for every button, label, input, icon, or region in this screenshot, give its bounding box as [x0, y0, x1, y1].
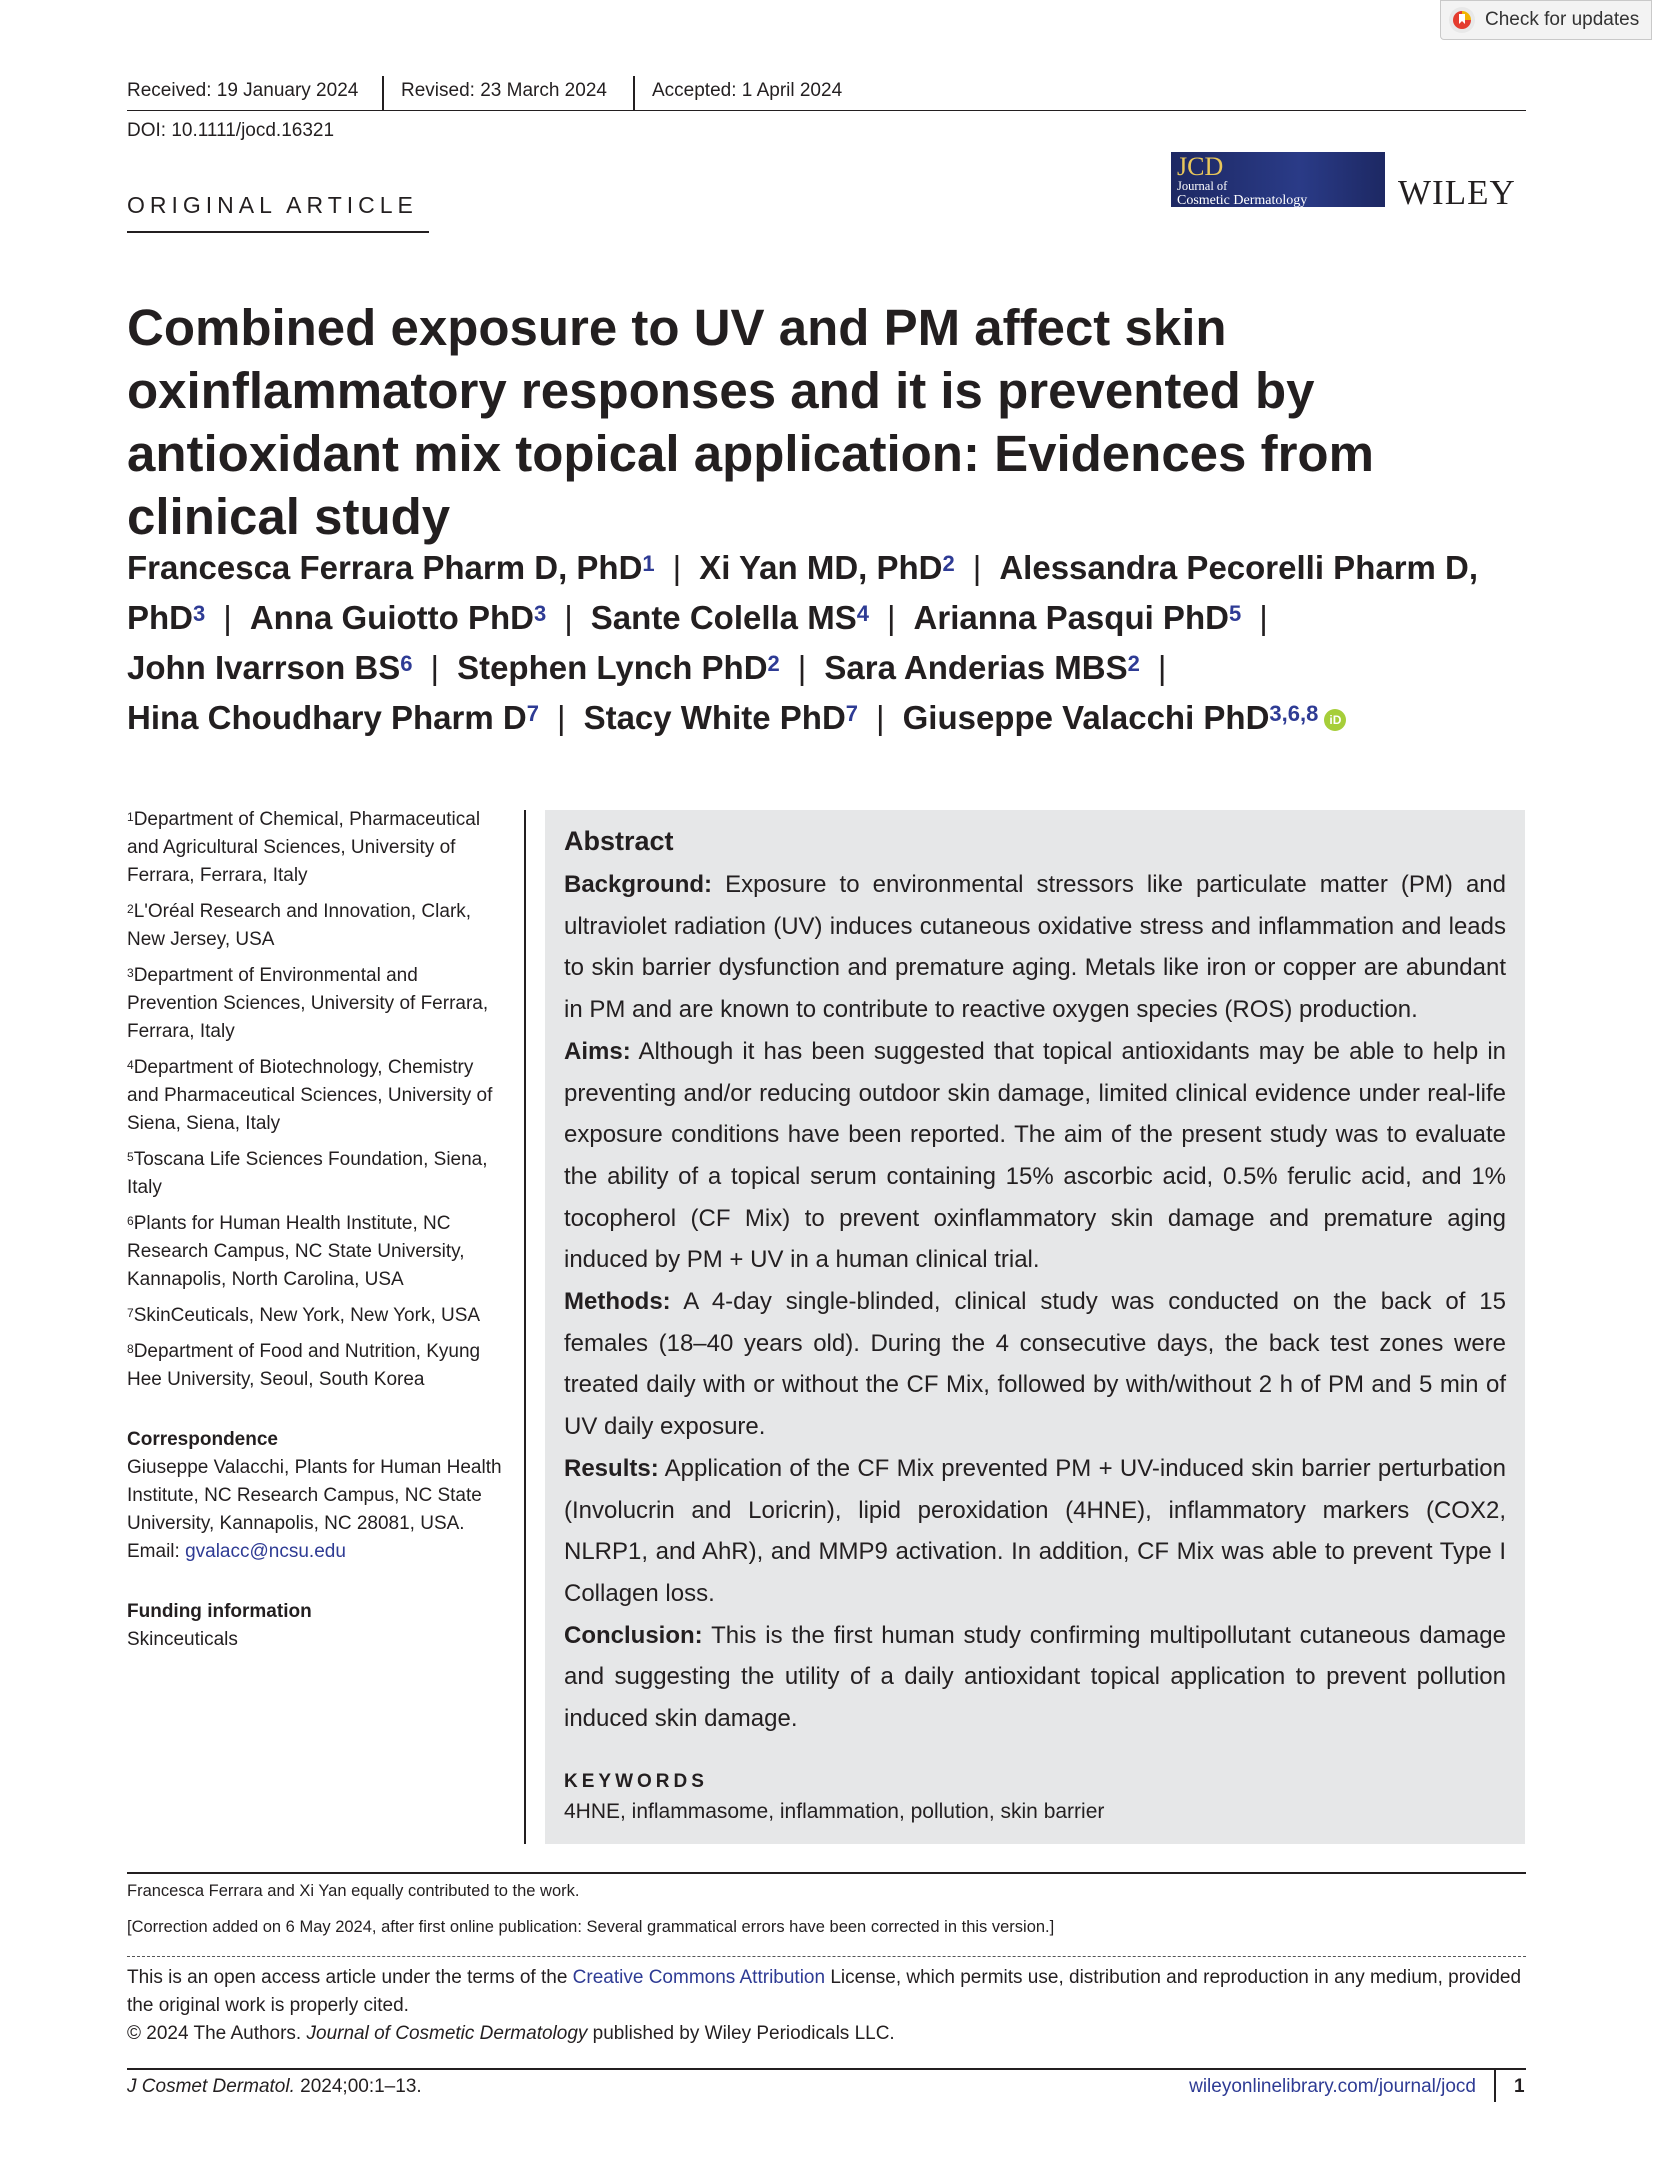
author[interactable]: Stacy White PhD$^7$	[583, 699, 859, 736]
author-affiliation-mark[interactable]: 7	[845, 701, 859, 726]
copyright: © 2024 The Authors. Journal of Cosmetic Dermatology published by Wiley Periodicals LLC.	[127, 2023, 895, 2044]
author[interactable]: Hina Choudhary Pharm $D^7$	[127, 699, 539, 736]
affiliation: $^6$Plants for Human Health Institute, NC Research Campus, NC State University, Kannapolis, North Carolina, USA	[127, 1213, 465, 1290]
check-for-updates-icon	[1449, 7, 1475, 33]
publisher-logo[interactable]: WILEY	[1398, 173, 1516, 212]
journal-logo-line1: Journal of	[1177, 179, 1228, 193]
journal-logo-line2: Cosmetic Dermatology	[1177, 193, 1308, 208]
author[interactable]: Xi Yan MD, PhD$^2$	[699, 549, 955, 586]
abstract-heading: Abstract	[564, 826, 674, 856]
author-affiliation-mark[interactable]: 4	[856, 601, 869, 626]
affiliation: $^7$SkinCeuticals, New York, New York, USA	[127, 1305, 481, 1326]
header-divider	[633, 76, 635, 110]
correspondence-text: Giuseppe Valacchi, Plants for Human Health Institute, NC Research Campus, NC State University, Kannapolis, NC 28081, USA. Email: gvalacc@ncsu.edu	[127, 1457, 502, 1562]
creative-commons-link[interactable]: Creative Commons Attribution	[572, 1967, 826, 1988]
affiliation: $^2$L'Oréal Research and Innovation, Clark, New Jersey, USA	[127, 901, 472, 950]
revised-date: Revised: 23 March 2024	[401, 80, 607, 101]
section-label: ORIGINAL ARTICLE	[127, 192, 418, 218]
section-label-underline	[127, 231, 429, 233]
footer-divider	[1494, 2070, 1496, 2102]
author-affiliation-mark[interactable]: 3	[533, 601, 547, 626]
correspondence-heading: Correspondence	[127, 1429, 278, 1450]
article-history-bar	[127, 76, 1526, 111]
author-affiliation-mark[interactable]: 5	[1228, 601, 1242, 626]
correspondence-email-link[interactable]: gvalacc@ncsu.edu	[185, 1541, 346, 1562]
author[interactable]: Sara Anderias MBS$^2$	[824, 649, 1140, 686]
equal-contribution-note: Francesca Ferrara and Xi Yan equally contributed to the work.	[127, 1882, 580, 1900]
abstract-results: Results: Application of the CF Mix prevented PM + UV-induced skin barrier perturbation (Involucrin and Loricrin), lipid peroxidation (4HNE), inflammatory markers (COX2, NLRP1, and AhR), and MMP9 activation. In addition, CF Mix was able to prevent Type I Collagen loss.	[564, 1454, 1506, 1607]
abstract-conclusion: Conclusion: This is the first human study confirming multipollutant cutaneous damage and suggesting the utility of a daily antioxidant topical application to prevent pollution induced skin damage.	[564, 1621, 1506, 1733]
abstract-body	[564, 864, 1506, 1740]
abstract-aims: Aims: Although it has been suggested that topical antioxidants may be able to help in preventing and/or reducing outdoor skin damage, limited clinical evidence under real-life exposure conditions have been reported. The aim of the present study was to evaluate the ability of a topical serum containing 15% ascorbic acid, 0.5% ferulic acid, and 1% tocopherol (CF Mix) to prevent oxinflammatory skin damage and premature aging induced by PM + UV in a human clinical trial.	[564, 1037, 1506, 1274]
abstract-methods: Methods: A 4-day single-blinded, clinical study was conducted on the back of 15 females (18–40 years old). During the 4 consecutive days, the back test zones were treated daily with or without the CF Mix, followed by with/without 2 h of PM and 5 min of UV daily exposure.	[564, 1288, 1506, 1441]
check-for-updates-button[interactable]	[1440, 0, 1652, 40]
check-for-updates-label: Check for updates	[1485, 9, 1640, 30]
keywords-heading: KEYWORDS	[564, 1771, 708, 1792]
correction-note: [Correction added on 6 May 2024, after first online publication: Several grammatical errors have been corrected in this version.]	[127, 1918, 1055, 1936]
footer-rule	[127, 2068, 1526, 2070]
footnote-dashed-rule	[127, 1956, 1526, 1957]
keywords: 4HNE, inflammasome, inflammation, pollution, skin barrier	[564, 1800, 1105, 1823]
author-affiliation-mark[interactable]: 2	[767, 651, 780, 676]
received-date: Received: 19 January 2024	[127, 80, 359, 101]
affiliation: $^5$Toscana Life Sciences Foundation, Siena, Italy	[127, 1149, 488, 1198]
author-affiliation-mark[interactable]: 2	[1127, 651, 1140, 676]
journal-url-link[interactable]: wileyonlinelibrary.com/journal/jocd	[1189, 2076, 1476, 2097]
author[interactable]: Francesca Ferrara Pharm D, PhD$^1$	[127, 549, 655, 586]
author[interactable]: Anna Guiotto PhD$^3$	[249, 599, 547, 636]
author-affiliation-mark[interactable]: 6	[400, 651, 413, 676]
abstract-background: Background: Exposure to environmental stressors like particulate matter (PM) and ultraviolet radiation (UV) induces cutaneous oxidative stress and inflammation and leads to skin barrier dysfunction and premature aging. Metals like iron or copper are abundant in PM and are known to contribute to reactive oxygen species (ROS) production.	[564, 871, 1506, 1024]
affiliation: $^3$Department of Environmental and Prevention Sciences, University of Ferrara, Ferrara, Italy	[127, 965, 489, 1042]
journal-logo[interactable]	[1171, 152, 1385, 207]
affiliation: $^1$Department of Chemical, Pharmaceutical and Agricultural Sciences, University of Ferrara, Ferrara, Italy	[127, 809, 481, 886]
page-number: 1	[1514, 2076, 1525, 2097]
accepted-date: Accepted: 1 April 2024	[652, 80, 843, 101]
footnote-rule	[127, 1872, 1526, 1874]
author-affiliation-mark[interactable]: 7	[526, 701, 539, 726]
journal-logo-abbr: JCD	[1177, 152, 1224, 181]
author[interactable]: Alessandra Pecorelli Pharm D, PhD$^3$	[127, 549, 1479, 636]
affiliations-column	[127, 806, 507, 1654]
article-title: Combined exposure to UV and PM affect skin oxinflammatory responses and it is prevented by antioxidant mix topical application: Evidences from clinical study	[127, 299, 1374, 545]
author-affiliation-mark[interactable]: 1	[642, 551, 655, 576]
author-affiliation-mark[interactable]: 3,6,8	[1269, 701, 1319, 726]
citation: J Cosmet Dermatol. 2024;00:1–13.	[127, 2076, 422, 2097]
author[interactable]: John Ivarrson $BS^6$	[127, 649, 413, 686]
author-list: Francesca Ferrara Pharm D, PhD$^1$ | Xi Yan MD, PhD$^2$ | Alessandra Pecorelli Pharm D, PhD$^3$ | Anna Guiotto PhD$^3$ | Sante Colella $MS^4$ | Arianna Pasqui PhD$^5$ | John Ivarrson $BS^6$ | Stephen Lynch PhD$^2$ | Sara Anderias MBS$^2$ | Hina Choudhary Pharm $D^7$ | Stacy White PhD$^7$ | Giuseppe Valacchi PhD$^{3,6,8}$ iD	[127, 549, 1479, 736]
header-divider	[382, 76, 384, 110]
doi[interactable]: DOI: 10.1111/jocd.16321	[127, 120, 335, 141]
affiliation: $^8$Department of Food and Nutrition, Kyung Hee University, Seoul, South Korea	[127, 1341, 481, 1390]
affiliation: $^4$Department of Biotechnology, Chemistry and Pharmaceutical Sciences, University of Siena, Siena, Italy	[127, 1057, 493, 1134]
open-access-statement: This is an open access article under the terms of the Creative Commons Attribution License, which permits use, distribution and reproduction in any medium, provided the original work is properly cited. © 2024 The Authors. Journal of Cosmetic Dermatology published by Wiley Periodicals LLC.	[127, 1967, 1522, 2044]
column-divider	[524, 810, 526, 1844]
author[interactable]: Sante Colella $MS^4$	[590, 599, 869, 636]
author[interactable]: Arianna Pasqui PhD$^5$	[913, 599, 1242, 636]
author[interactable]: Stephen Lynch PhD$^2$	[457, 649, 780, 686]
funding-heading: Funding information	[127, 1601, 312, 1622]
author-affiliation-mark[interactable]: 3	[193, 601, 206, 626]
author-affiliation-mark[interactable]: 2	[942, 551, 955, 576]
orcid-icon[interactable]: iD	[1324, 709, 1346, 731]
author[interactable]: Giuseppe Valacchi PhD$^{3,6,8}$	[902, 699, 1319, 736]
funding-text: Skinceuticals	[127, 1629, 238, 1650]
